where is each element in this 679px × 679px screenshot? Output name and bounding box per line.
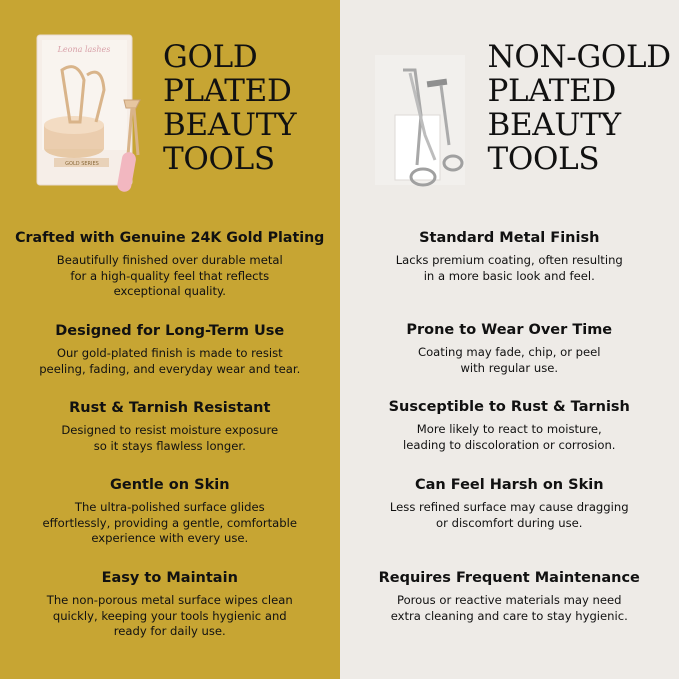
- benefit-line: Designed to resist moisture exposure: [61, 423, 279, 437]
- benefit-heading: Easy to Maintain: [101, 570, 238, 586]
- drawback-line: Coating may fade, chip, or peel: [417, 345, 601, 359]
- non-gold-drawback-2: [340, 321, 679, 376]
- drawback-line: extra cleaning and care to stay hygienic.: [390, 608, 628, 623]
- benefit-line: effortlessly, providing a gentle, comfortable: [42, 515, 297, 530]
- drawback-line: Lacks premium coating, often resulting: [395, 253, 623, 267]
- benefit-heading: Crafted with Genuine 24K Gold Plating: [15, 230, 325, 246]
- benefit-line: ready for daily use.: [113, 624, 226, 638]
- benefit-line: experience with every use.: [91, 531, 249, 545]
- drawback-line: More likely to react to moisture,: [416, 422, 602, 436]
- drawback-line: Porous or reactive materials may need: [397, 593, 622, 607]
- drawback-line: or discomfort during use.: [436, 515, 583, 530]
- box-brand-text: Leona lashes: [57, 45, 111, 54]
- gold-benefit-2: [0, 322, 340, 377]
- title-line: TOOLS: [163, 141, 275, 177]
- benefit-line: for a high-quality feel that reflects: [70, 268, 270, 283]
- gold-benefit-5: [0, 569, 340, 640]
- benefit-line: quickly, keeping your tools hygienic and: [52, 608, 287, 623]
- benefit-line: exceptional quality.: [113, 284, 226, 298]
- benefit-line: so it stays flawless longer.: [93, 438, 246, 453]
- drawback-heading: Requires Frequent Maintenance: [378, 570, 640, 586]
- non-gold-drawback-3: [340, 398, 679, 453]
- benefit-line: The non-porous metal surface wipes clean: [46, 593, 293, 607]
- gold-benefit-3: [0, 399, 340, 454]
- drawback-line: leading to discoloration or corrosion.: [403, 437, 616, 452]
- title-line: NON-GOLD: [487, 39, 671, 75]
- drawback-heading: Standard Metal Finish: [419, 230, 600, 246]
- gold-benefit-4: [0, 476, 340, 547]
- benefit-line: The ultra-polished surface glides: [74, 500, 265, 514]
- benefit-heading: Gentle on Skin: [109, 477, 230, 493]
- title-line: PLATED: [163, 73, 292, 109]
- benefit-heading: Designed for Long-Term Use: [55, 323, 285, 339]
- benefit-line: Beautifully finished over durable metal: [56, 253, 283, 267]
- title-line: PLATED: [487, 73, 616, 109]
- benefit-line: Our gold-plated finish is made to resist: [56, 346, 283, 360]
- gold-eyelash-curler-set-image: [32, 30, 147, 200]
- title-line: BEAUTY: [487, 107, 621, 143]
- drawback-line: with regular use.: [460, 360, 559, 375]
- non-gold-drawback-5: [340, 569, 679, 624]
- silver-eyelash-curler-image: [365, 45, 475, 195]
- drawback-heading: Susceptible to Rust & Tarnish: [388, 399, 630, 415]
- drawback-line: in a more basic look and feel.: [423, 268, 595, 283]
- gold-benefit-1: [0, 229, 340, 300]
- non-gold-title: [488, 40, 671, 176]
- title-line: BEAUTY: [163, 107, 297, 143]
- benefit-line: peeling, fading, and everyday wear and tear.: [39, 361, 301, 376]
- gold-title: [163, 40, 296, 176]
- box-label-text: GOLD SERIES: [65, 161, 99, 167]
- drawback-heading: Can Feel Harsh on Skin: [414, 477, 604, 493]
- title-line: GOLD: [163, 39, 258, 75]
- drawback-heading: Prone to Wear Over Time: [406, 322, 613, 338]
- non-gold-drawback-1: [340, 229, 679, 284]
- non-gold-drawback-4: [340, 476, 679, 531]
- drawback-line: Less refined surface may cause dragging: [389, 500, 629, 514]
- title-line: TOOLS: [487, 141, 600, 177]
- benefit-heading: Rust & Tarnish Resistant: [69, 400, 271, 416]
